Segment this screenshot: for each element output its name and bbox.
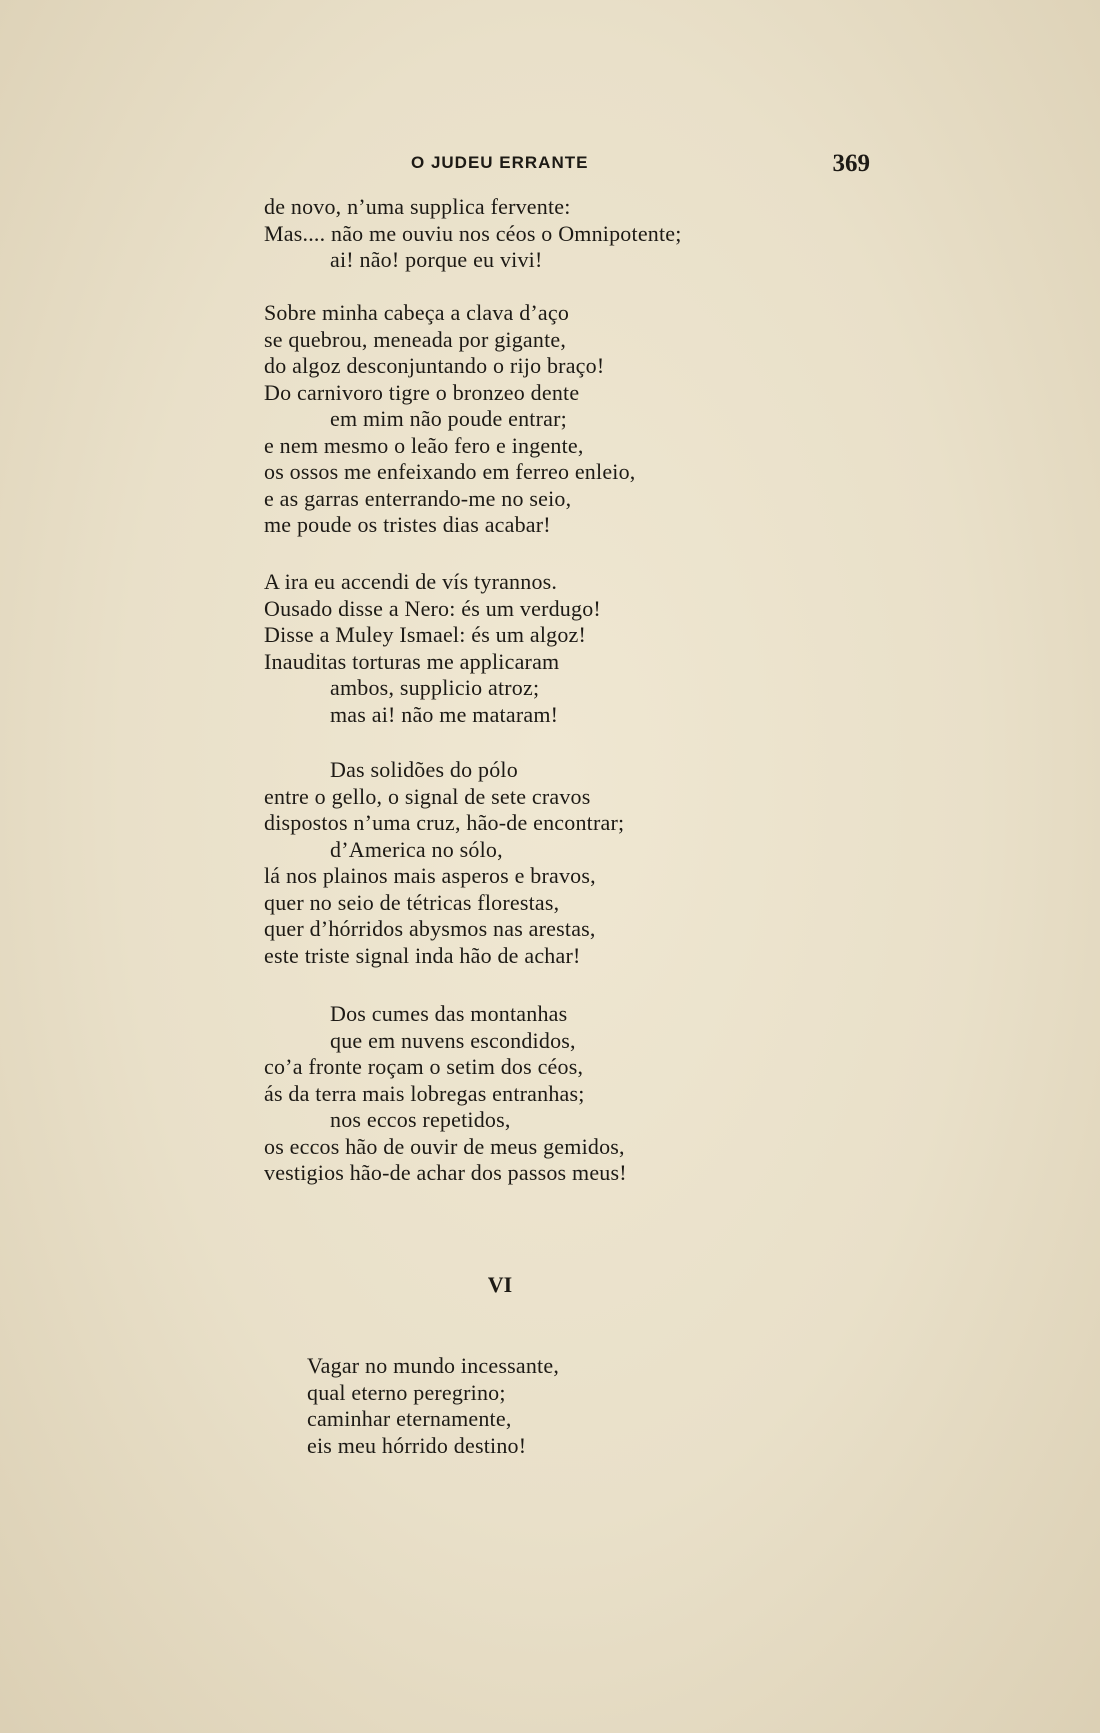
verse-line: nos eccos repetidos, <box>330 1107 511 1132</box>
verse-line: Do carnivoro tigre o bronzeo dente <box>264 379 580 405</box>
verse-line: Dos cumes das montanhas <box>330 1001 568 1026</box>
stanza <box>264 757 624 969</box>
verse-line: dispostos n’uma cruz, hão-de encontrar; <box>264 810 625 835</box>
verse-line: e nem mesmo o leão fero e ingente, <box>264 432 584 458</box>
verse-line: ambos, supplicio atroz; <box>330 675 540 700</box>
stanza <box>264 194 682 274</box>
page-number: 369 <box>832 150 870 177</box>
verse-line: quer d’hórridos abysmos nas arestas, <box>264 916 596 941</box>
verse-line: mas ai! não me mataram! <box>330 701 559 727</box>
stanza <box>264 300 636 539</box>
verse-line: quer no seio de tétricas florestas, <box>264 889 560 915</box>
verse-line: os eccos hão de ouvir de meus gemidos, <box>264 1133 625 1159</box>
verse-line: de novo, n’uma supplica fervente: <box>264 194 571 219</box>
page-header <box>260 150 870 182</box>
verse-line: co’a fronte roçam o setim dos céos, <box>264 1054 584 1079</box>
verse-line: vestigios hão-de achar dos passos meus! <box>264 1160 627 1185</box>
section-heading: VI <box>487 1272 513 1297</box>
verse-line: caminhar eternamente, <box>307 1406 512 1431</box>
verse-line: este triste signal inda hão de achar! <box>264 942 581 968</box>
verse-line: e as garras enterrando-me no seio, <box>264 485 572 511</box>
verse-line: A ira eu accendi de vís tyrannos. <box>264 569 558 594</box>
verse-line: entre o gello, o signal de sete cravos <box>264 783 591 809</box>
stanza <box>264 1001 627 1187</box>
verse-line: Ousado disse a Nero: és um verdugo! <box>264 595 601 621</box>
verse-line: Disse a Muley Ismael: és um algoz! <box>264 622 587 647</box>
verse-line: Mas.... não me ouviu nos céos o Omnipotente; <box>264 220 682 246</box>
verse-line: lá nos plainos mais asperos e bravos, <box>264 863 596 888</box>
verse-line: ai! não! porque eu vivi! <box>330 247 543 272</box>
stanza <box>264 569 601 728</box>
verse-line: Das solidões do pólo <box>330 757 518 782</box>
running-title: O JUDEU ERRANTE <box>411 153 589 172</box>
verse-line: Inauditas torturas me applicaram <box>264 648 560 674</box>
verse-line: os ossos me enfeixando em ferreo enleio, <box>264 459 636 484</box>
verse-line: me poude os tristes dias acabar! <box>264 512 551 537</box>
verse-line: do algoz desconjuntando o rijo braço! <box>264 353 605 378</box>
verse-line: d’America no sólo, <box>330 836 503 862</box>
verse-line: Sobre minha cabeça a clava d’aço <box>264 300 570 325</box>
verse-line: eis meu hórrido destino! <box>307 1432 527 1458</box>
verse-line: Vagar no mundo incessante, <box>307 1353 560 1378</box>
stanza <box>307 1353 559 1459</box>
verse-line: qual eterno peregrino; <box>307 1379 506 1405</box>
verse-line: em mim não poude entrar; <box>330 406 567 431</box>
verse-line: se quebrou, meneada por gigante, <box>264 326 567 352</box>
verse-line: ás da terra mais lobregas entranhas; <box>264 1080 585 1106</box>
verse-line: que em nuvens escondidos, <box>330 1027 576 1053</box>
